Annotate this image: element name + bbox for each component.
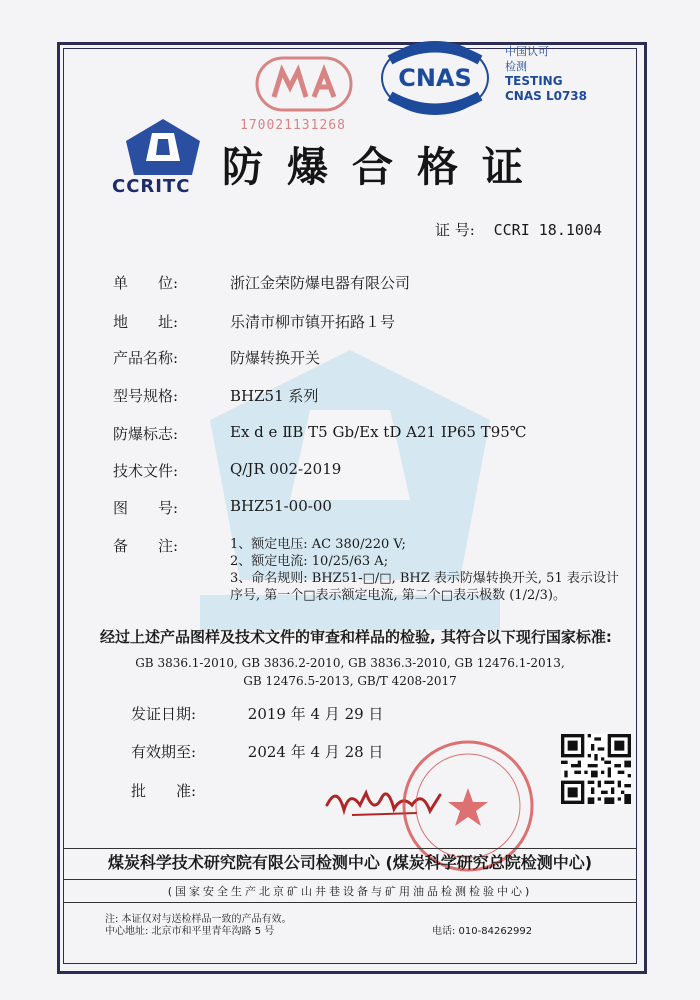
ccritc-logo-text: CCRITC	[112, 176, 191, 197]
footer-address: 中心地址: 北京市和平里青年沟路 5 号	[105, 926, 275, 937]
issuing-organization: 煤炭科学技术研究院有限公司检测中心 (煤炭科学研究总院检测中心)	[107, 853, 593, 872]
notes-row	[113, 535, 211, 556]
field-label: 地 址:	[113, 313, 179, 331]
cnas-side-line: CNAS L0738	[505, 89, 588, 103]
field-value: BHZ51 系列	[230, 387, 319, 405]
field-value: 防爆转换开关	[230, 349, 321, 367]
valid-until-value: 2024 年 4 月 28 日	[247, 743, 384, 761]
notes-content	[230, 536, 619, 604]
field-row	[113, 423, 527, 444]
cnas-mark-icon	[380, 40, 490, 116]
footer-phone: 电话: 010-84262992	[432, 926, 533, 937]
field-value: Ex d e ⅡB T5 Gb/Ex tD A21 IP65 T95℃	[230, 423, 527, 441]
certificate-number-value: CCRI 18.1004	[493, 221, 602, 239]
field-row	[113, 347, 321, 368]
certificate-title: 防爆合格证	[222, 143, 547, 191]
field-label: 技术文件:	[113, 462, 179, 480]
footer-divider	[63, 879, 637, 880]
cnas-side-line: 检测	[505, 60, 527, 73]
cnas-logo-text: CNAS	[398, 64, 472, 92]
issuing-organization-subtitle: (国家安全生产北京矿山井巷设备与矿用油品检测检验中心)	[167, 885, 533, 898]
standards-line: GB 12476.5-2013, GB/T 4208-2017	[243, 674, 457, 688]
note-line: 1、额定电压: AC 380/220 V;	[230, 537, 406, 552]
field-label: 单 位:	[113, 274, 179, 292]
valid-until-row	[131, 741, 383, 762]
field-value: 乐清市柳市镇开拓路１号	[230, 313, 396, 331]
qr-code-icon	[561, 734, 631, 804]
footer-divider	[63, 902, 637, 903]
cnas-side-line: TESTING	[505, 74, 563, 88]
approval-label: 批 准:	[131, 782, 197, 800]
note-line: 3、命名规则: BHZ51-□/□, BHZ 表示防爆转换开关, 51 表示设计	[230, 571, 619, 586]
field-row	[113, 385, 319, 406]
note-line: 序号, 第一个□表示额定电流, 第二个□表示极数 (1/2/3)。	[230, 588, 566, 603]
footer-note: 注: 本证仅对与送检样品一致的产品有效。	[105, 914, 292, 925]
field-row	[113, 311, 396, 332]
certificate-number-label: 证 号:	[435, 221, 475, 239]
footer-divider	[63, 848, 637, 849]
field-label: 产品名称:	[113, 349, 179, 367]
field-value: BHZ51-00-00	[230, 497, 332, 515]
standards-line: GB 3836.1-2010, GB 3836.2-2010, GB 3836.3-2010, GB 12476.1-2013,	[135, 656, 565, 670]
cnas-side-text	[505, 44, 587, 104]
valid-until-label: 有效期至:	[131, 743, 197, 761]
field-row	[113, 272, 411, 293]
issue-date-row	[131, 703, 383, 724]
note-line: 2、额定电流: 10/25/63 A;	[230, 554, 389, 569]
notes-label: 备 注:	[113, 537, 179, 555]
field-row	[113, 497, 332, 518]
field-value: Q/JR 002-2019	[230, 460, 342, 478]
cma-number: 170021131268	[240, 118, 346, 133]
cnas-side-line: 中国认可	[505, 45, 549, 58]
field-row	[113, 460, 342, 481]
certificate-number	[435, 219, 602, 240]
issue-date-value: 2019 年 4 月 29 日	[247, 705, 384, 723]
approval-row	[131, 780, 243, 801]
issue-date-label: 发证日期:	[131, 705, 197, 723]
field-label: 防爆标志:	[113, 425, 179, 443]
field-value: 浙江金荣防爆电器有限公司	[230, 274, 411, 292]
cma-mark-icon	[254, 55, 354, 113]
field-label: 型号规格:	[113, 387, 179, 405]
conformity-statement: 经过上述产品图样及技术文件的审查和样品的检验, 其符合以下现行国家标准:	[100, 628, 612, 646]
field-label: 图 号:	[113, 499, 179, 517]
